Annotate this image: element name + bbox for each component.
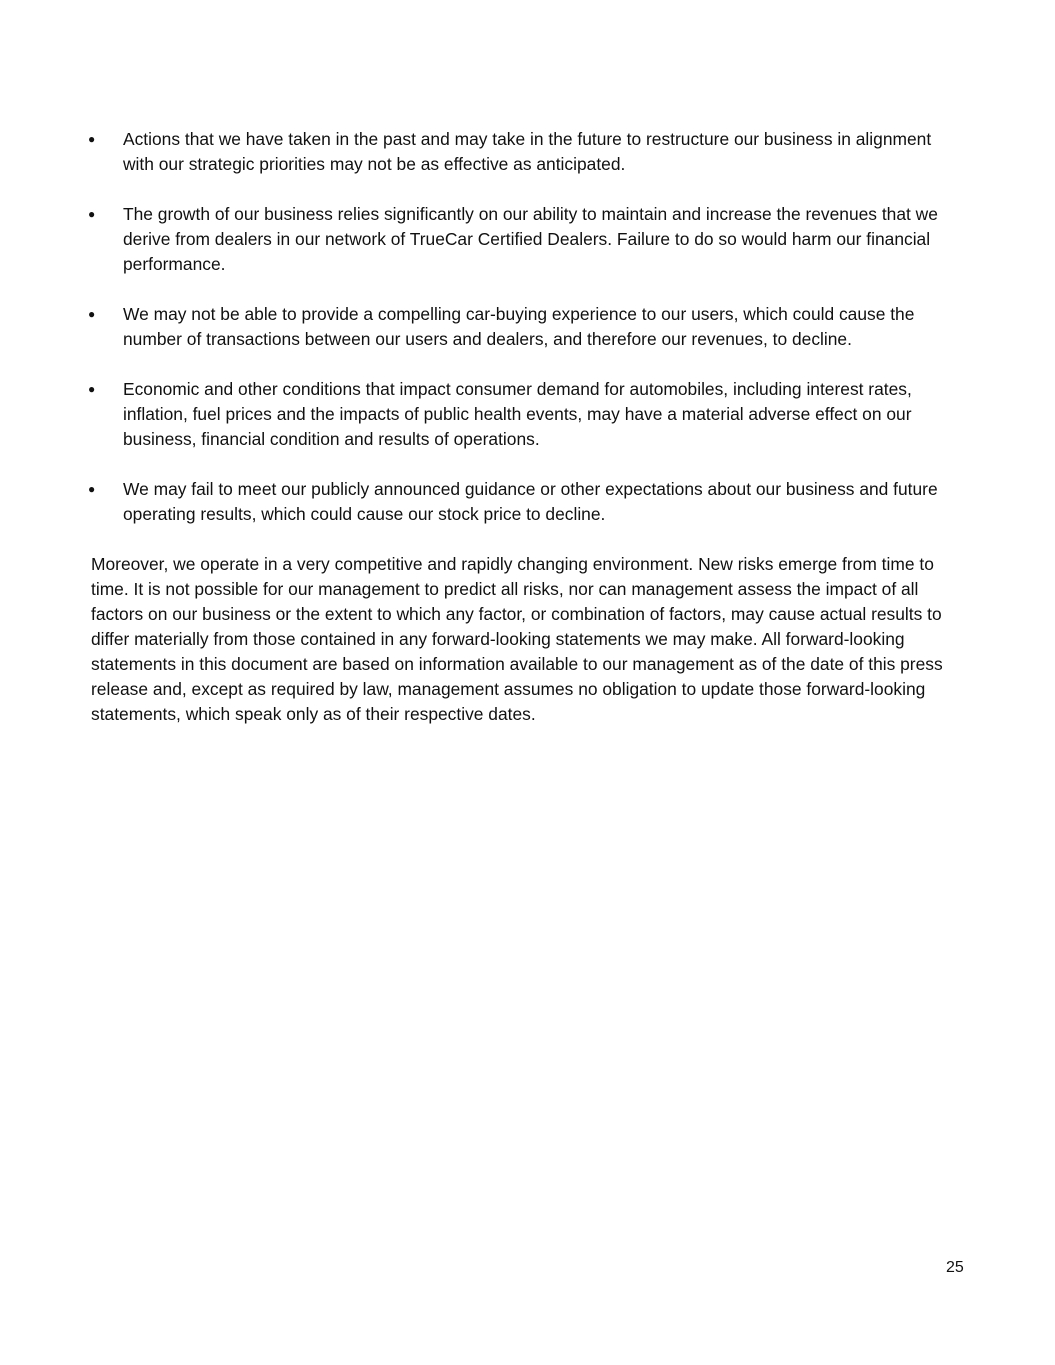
list-item — [88, 127, 966, 177]
page-content — [88, 127, 966, 727]
bullet-icon: ● — [88, 132, 96, 146]
bullet-icon: ● — [88, 482, 96, 496]
bullet-icon: ● — [88, 207, 96, 221]
list-item — [88, 377, 966, 452]
closing-paragraph: Moreover, we operate in a very competitive and rapidly changing environment. New risks emerge from time to time. It is not possible for our management to predict all risks, nor can management assess the impact of all factors on our business or the extent to which any factor, or combination of factors, may cause actual results to differ materially from those contained in any forward-looking statements we may make. All forward-looking statements in this document are based on information available to our management as of the date of this press release and, except as required by law, management assumes no obligation to update those forward-looking statements, which speak only as of their respective dates. — [91, 554, 943, 724]
bullet-icon: ● — [88, 382, 96, 396]
list-item-text: Actions that we have taken in the past and may take in the future to restructure our business in alignment with our strategic priorities may not be as effective as anticipated. — [123, 129, 932, 174]
list-item-text: The growth of our business relies significantly on our ability to maintain and increase the revenues that we derive from dealers in our network of TrueCar Certified Dealers. Failure to do so would harm our financial performance. — [123, 204, 938, 274]
list-item-text: We may fail to meet our publicly announced guidance or other expectations about our business and future operating results, which could cause our stock price to decline. — [123, 479, 938, 524]
page-number: 25 — [946, 1259, 964, 1276]
risk-factor-list — [88, 127, 966, 527]
list-item — [88, 477, 966, 527]
bullet-icon: ● — [88, 307, 96, 321]
list-item-text: We may not be able to provide a compelling car-buying experience to our users, which could cause the number of transactions between our users and dealers, and therefore our revenues, to decline. — [123, 304, 915, 349]
list-item — [88, 202, 966, 277]
list-item-text: Economic and other conditions that impact consumer demand for automobiles, including interest rates, inflation, fuel prices and the impacts of public health events, may have a material adverse effect on our business, financial condition and results of operations. — [123, 379, 912, 449]
list-item — [88, 302, 966, 352]
